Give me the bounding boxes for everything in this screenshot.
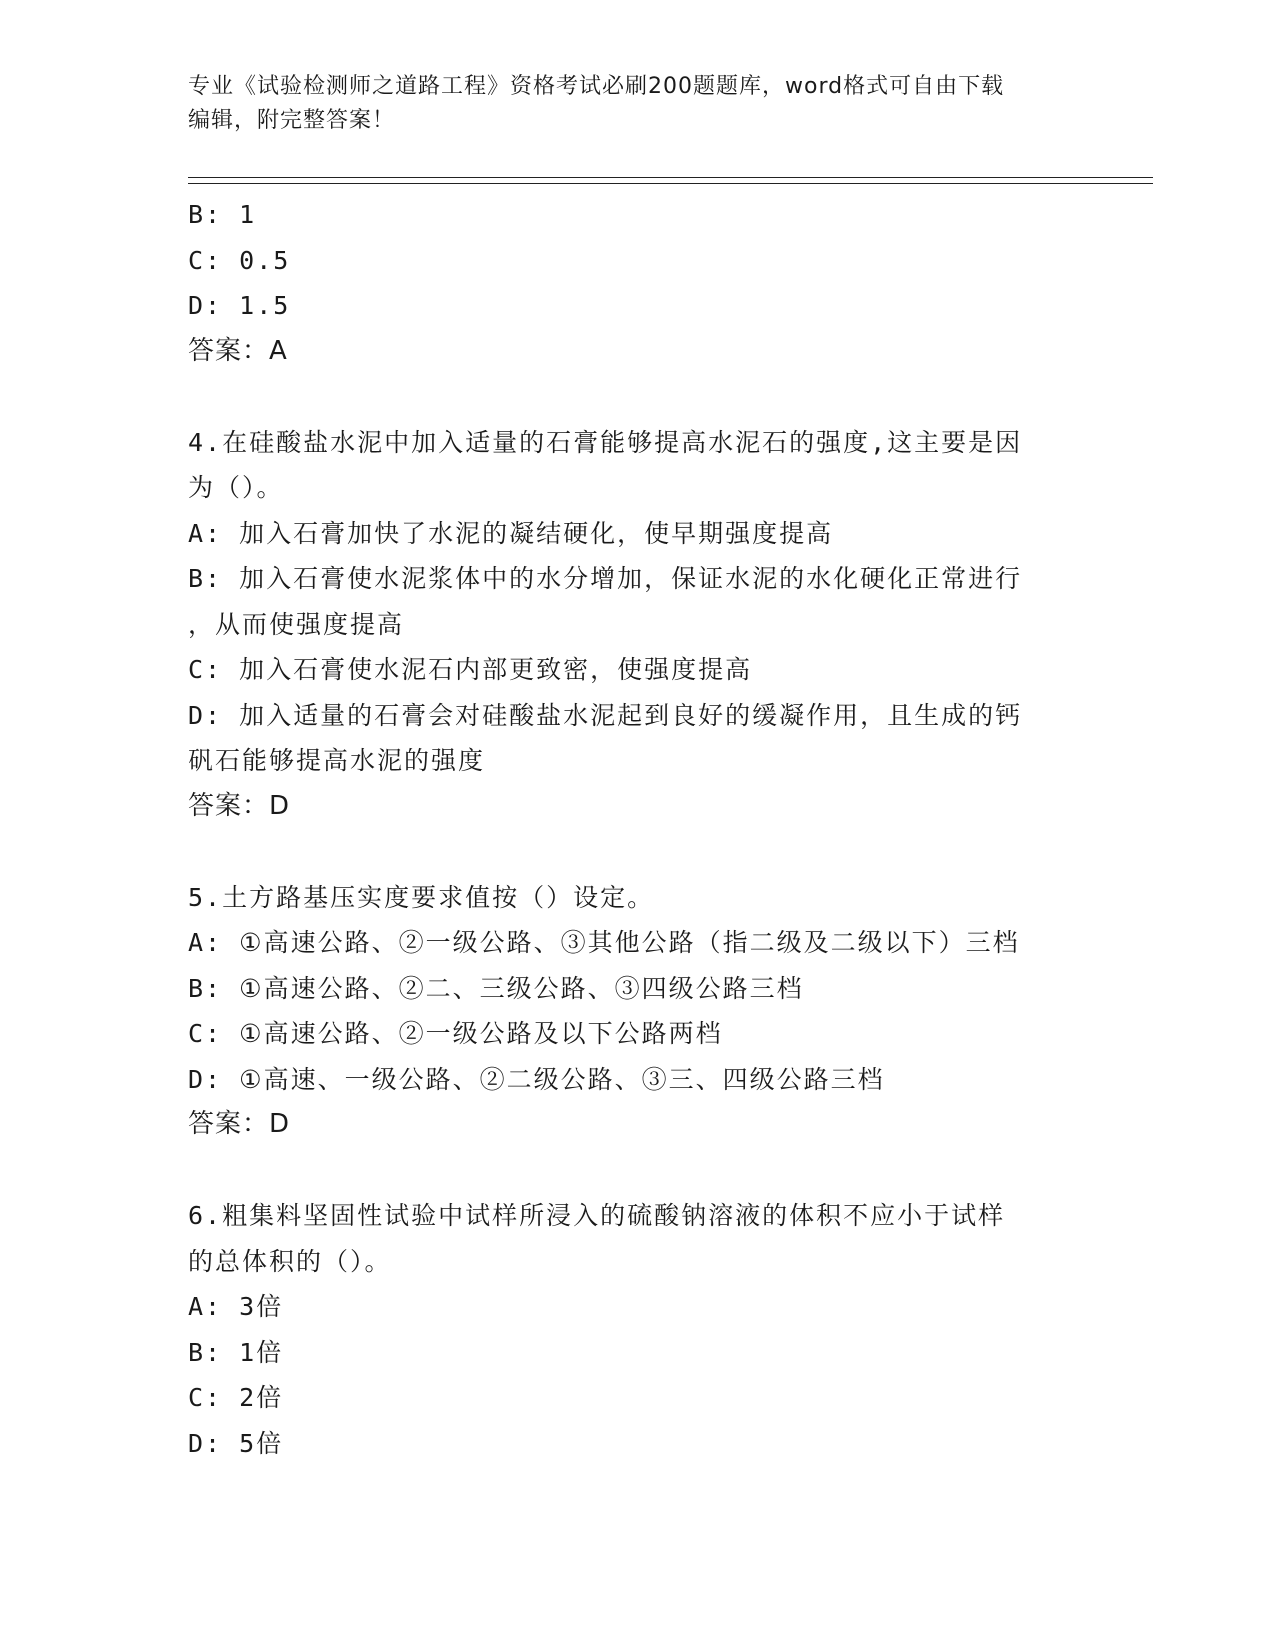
option-a: A: 3倍 — [188, 1292, 284, 1321]
option-d-cont: 矾石能够提高水泥的强度 — [188, 746, 486, 775]
header-divider-bottom — [188, 183, 1153, 184]
question-stem: 的总体积的（）。 — [188, 1246, 392, 1276]
option-d: D: 加入适量的石膏会对硅酸盐水泥起到良好的缓凝作用，且生成的钙 — [188, 700, 1023, 730]
option-b: B: 1 — [188, 200, 257, 229]
document-header — [188, 70, 1088, 138]
option-c: C: 加入石膏使水泥石内部更致密，使强度提高 — [188, 655, 753, 684]
header-line-2: 编辑，附完整答案！ — [188, 108, 396, 133]
option-b: B: 加入石膏使水泥浆体中的水分增加，保证水泥的水化硬化正常进行 — [188, 564, 1023, 593]
option-b: B: 1倍 — [188, 1337, 284, 1367]
option-a: A: 加入石膏加快了水泥的凝结硬化，使早期强度提高 — [188, 518, 834, 548]
option-d: D: 1.5 — [188, 291, 291, 320]
document-body — [188, 192, 1088, 1466]
question-5 — [188, 875, 1088, 1148]
question-stem: 为（）。 — [188, 473, 284, 502]
answer-line: 答案：A — [188, 335, 288, 366]
question-stem: 4.在硅酸盐水泥中加入适量的石膏能够提高水泥石的强度,这主要是因 — [188, 427, 1023, 457]
answer-line: 答案：D — [188, 1109, 291, 1139]
header-line-1: 专业《试验检测师之道路工程》资格考试必刷200题题库，word格式可自由下载 — [188, 74, 1005, 99]
question-stem: 6.粗集料坚固性试验中试样所浸入的硫酸钠溶液的体积不应小于试样 — [188, 1201, 1006, 1230]
prev-question — [188, 192, 1088, 374]
question-6 — [188, 1193, 1088, 1466]
option-d: D: ①高速、一级公路、②二级公路、③三、四级公路三档 — [188, 1064, 885, 1094]
header-divider-top — [188, 177, 1153, 178]
answer-line: 答案：D — [188, 790, 291, 821]
question-stem: 5.土方路基压实度要求值按（）设定。 — [188, 882, 655, 912]
option-d: D: 5倍 — [188, 1428, 284, 1458]
option-b: B: ①高速公路、②二、三级公路、③四级公路三档 — [188, 973, 804, 1003]
option-c: C: 2倍 — [188, 1383, 284, 1412]
option-c: C: ①高速公路、②一级公路及以下公路两档 — [188, 1019, 723, 1048]
option-a: A: ①高速公路、②一级公路、③其他公路（指二级及二级以下）三档 — [188, 928, 1020, 957]
option-c: C: 0.5 — [188, 245, 291, 275]
option-b-cont: ，从而使强度提高 — [188, 609, 405, 639]
question-4 — [188, 420, 1088, 830]
